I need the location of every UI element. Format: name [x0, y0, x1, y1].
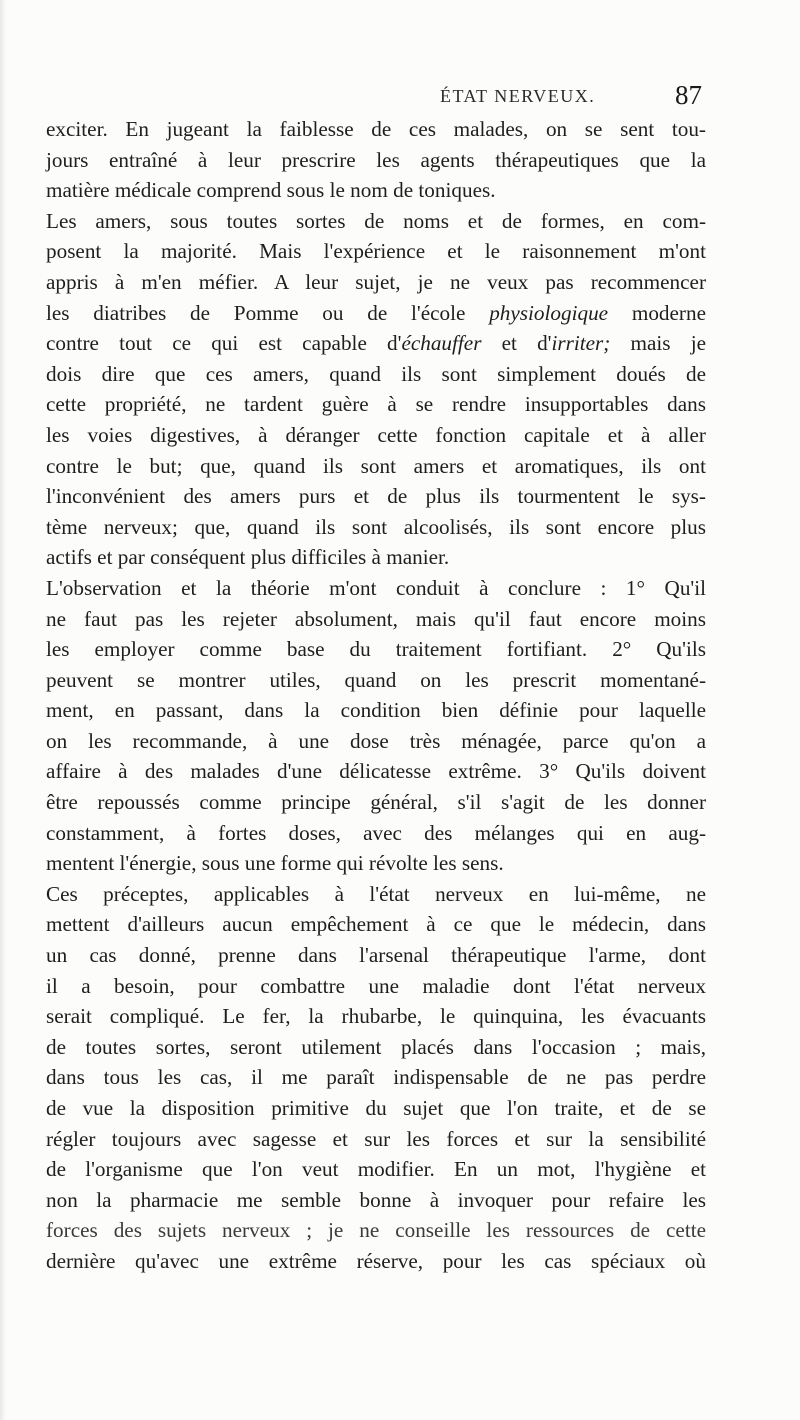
text-line: cette propriété, ne tardent guère à se rendre insupportables dans: [46, 392, 706, 417]
running-title: ÉTAT NERVEUX.: [440, 86, 596, 106]
text-line: de l'organisme que l'on veut modifier. En un mot, l'hygiène et: [46, 1157, 706, 1182]
text-line: ne faut pas les rejeter absolument, mais qu'il faut encore moins: [46, 606, 706, 631]
text-line: les diatribes de Pomme ou de l'école physiologique moderne: [46, 300, 706, 325]
text-line: tème nerveux; que, quand ils sont alcoolisés, ils sont encore plus: [46, 514, 706, 539]
page-edge-shadow: [0, 0, 6, 1420]
page-number: 87: [675, 80, 702, 110]
text-line: serait compliqué. Le fer, la rhubarbe, le quinquina, les évacuants: [46, 1004, 706, 1029]
text-line: régler toujours avec sagesse et sur les forces et sur la sensibilité: [46, 1126, 706, 1151]
text-line: Ces préceptes, applicables à l'état nerveux en lui-même, ne: [46, 881, 706, 906]
text-line: contre tout ce qui est capable d'échauffer et d'irriter; mais je: [46, 331, 707, 356]
text-line: de toutes sortes, seront utilement placés dans l'occasion ; mais,: [46, 1034, 706, 1059]
text-line: non la pharmacie me semble bonne à invoquer pour refaire les: [46, 1187, 706, 1212]
text-line: matière médicale comprend sous le nom de toniques.: [46, 178, 496, 203]
text-line: L'observation et la théorie m'ont conduit à conclure : 1° Qu'il: [46, 575, 706, 600]
text-line: posent la majorité. Mais l'expérience et le raisonnement m'ont: [46, 239, 706, 264]
text-line: forces des sujets nerveux ; je ne conseille les ressources de cette: [46, 1218, 706, 1243]
text-line: constamment, à fortes doses, avec des mélanges qui en aug-: [46, 820, 706, 845]
emphasis: échauffer: [401, 331, 482, 356]
text-line: les employer comme base du traitement fortifiant. 2° Qu'ils: [46, 637, 706, 662]
text-line: peuvent se montrer utiles, quand on les prescrit momentané-: [46, 667, 706, 692]
emphasis: irriter;: [551, 331, 611, 356]
text-line: actifs et par conséquent plus difficiles à manier.: [46, 545, 450, 570]
text-line: appris à m'en méfier. A leur sujet, je ne veux pas recommencer: [46, 269, 706, 294]
text-line: contre le but; que, quand ils sont amers et aromatiques, ils ont: [46, 453, 706, 478]
text-line: exciter. En jugeant la faiblesse de ces malades, on se sent tou-: [46, 117, 706, 141]
body-text: [46, 114, 706, 1277]
text-line: il a besoin, pour combattre une maladie dont l'état nerveux: [46, 973, 706, 998]
text-line: être repoussés comme principe général, s'il s'agit de les donner: [46, 790, 706, 815]
text-line: de vue la disposition primitive du sujet que l'on traite, et de se: [46, 1096, 706, 1120]
text-line: mettent d'ailleurs aucun empêchement à ce que le médecin, dans: [46, 912, 706, 937]
text-line: mentent l'énergie, sous une forme qui révolte les sens.: [46, 851, 504, 876]
text-line: l'inconvénient des amers purs et de plus ils tourmentent le sys-: [46, 484, 706, 509]
text-line: dans tous les cas, il me paraît indispensable de ne pas perdre: [46, 1065, 706, 1090]
running-head: [0, 80, 800, 110]
text-line: affaire à des malades d'une délicatesse extrême. 3° Qu'ils doivent: [46, 759, 706, 784]
text-line: dernière qu'avec une extrême réserve, pour les cas spéciaux où: [46, 1248, 706, 1273]
text-line: dois dire que ces amers, quand ils sont simplement doués de: [46, 361, 706, 386]
text-line: jours entraîné à leur prescrire les agents thérapeutiques que la: [46, 147, 706, 172]
text-line: un cas donné, prenne dans l'arsenal thérapeutique l'arme, dont: [46, 943, 706, 968]
text-line: ment, en passant, dans la condition bien définie pour laquelle: [46, 698, 706, 723]
text-line: on les recommande, à une dose très ménagée, parce qu'on a: [46, 728, 706, 753]
text-line: les voies digestives, à déranger cette fonction capitale et à aller: [46, 422, 706, 447]
emphasis: physiologique: [489, 300, 609, 325]
text-line: Les amers, sous toutes sortes de noms et de formes, en com-: [46, 208, 706, 233]
